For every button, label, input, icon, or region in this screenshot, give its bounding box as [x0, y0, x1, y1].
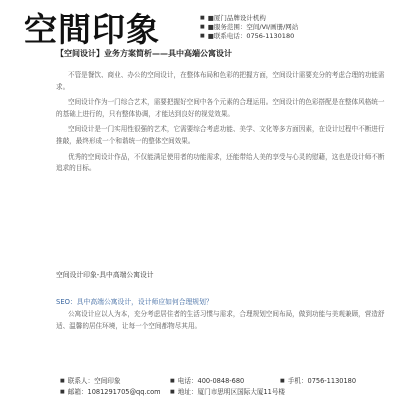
- article-body-2: [56, 309, 386, 336]
- contact-phone: ■ 电话：400-0848-680: [170, 376, 280, 387]
- service-item: ■ ■服务范围：空间/VI/画册/网站: [200, 23, 380, 32]
- contact-name: ■ 联系人：空间印象: [60, 376, 170, 387]
- sub-heading: 空间设计印象-具中高端公寓设计: [56, 271, 154, 279]
- contact-address: ■ 地址：厦门市思明区国际大厦11号楼: [170, 387, 390, 398]
- footer-row: [60, 376, 390, 387]
- service-item: ■ ■联系电话：0756-1130180: [200, 32, 380, 41]
- service-list: [200, 14, 380, 40]
- paragraph: 优秀的空间设计作品，不仅能满足使用者的功能需求，还能带给人美的享受与心灵的慰藉，这也是设计师不断追求的目标。: [56, 152, 385, 173]
- service-item: ■ ■厦门品牌设计机构: [200, 14, 380, 23]
- article-body: [56, 70, 386, 179]
- paragraph: 空间设计作为一门综合艺术，需要把握好空间中各个元素的合理运用。空间设计的色彩搭配是在整体风格统一的基础上进行的，只有整体协调，才能达到良好的视觉效果。: [56, 98, 385, 118]
- contact-email[interactable]: ■ 邮箱：1081291705@qq.com: [60, 387, 170, 398]
- footer-row: [60, 387, 390, 398]
- article-headline: 【空间设计】业务方案简析——具中高端公寓设计: [56, 49, 232, 58]
- paragraph: 空间设计是一门实用性很强的艺术，它需要综合考虑功能、美学、文化等多方面因素，在设计过程中不断进行推敲，最终形成一个和谐统一的整体空间效果。: [56, 125, 385, 145]
- paragraph: 公寓设计应以人为本，充分考虑居住者的生活习惯与需求，合理规划空间布局，做到功能与美观兼顾，营造舒适、温馨的居住环境，让每一个空间都物尽其用。: [56, 310, 385, 330]
- paragraph: 不管是餐饮、商业、办公的空间设计，在整体布局和色彩的把握方面，空间设计需要充分的考虑合理的功能需求。: [56, 71, 385, 91]
- contact-footer: [60, 376, 390, 398]
- brand-logo: 空間印象: [24, 10, 160, 49]
- contact-mobile: ■ 手机：0756-1130180: [280, 376, 390, 387]
- seo-question-link[interactable]: SEO：具中高端公寓设计，设计师应如何合理规划？: [56, 298, 213, 306]
